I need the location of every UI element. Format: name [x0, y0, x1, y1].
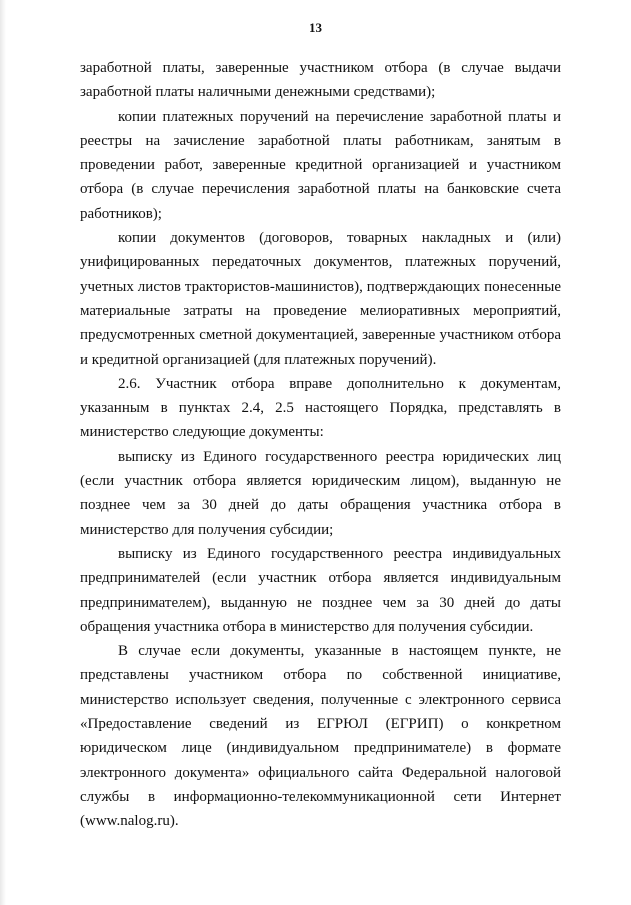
paragraph-payment-orders: копии платежных поручений на перечисление заработной платы и реестры на зачисление заработной платы работникам, занятым в проведении работ, заверенные кредитной организацией и участником отбора (в случае перечисления заработной платы на банковские счета работников);: [80, 108, 561, 222]
document-body: [80, 56, 561, 834]
paragraph-document-copies: копии документов (договоров, товарных накладных и (или) унифицированных передаточных документов, платежных поручений, учетных листов трактористов-машинистов), подтверждающих понесенные материальные затраты на проведение мелиоративных мероприятий, предусмотренных сметной документацией, заверенные участником отбора и кредитной организацией (для платежных поручений).: [80, 230, 561, 368]
paragraph-nalog-service: В случае если документы, указанные в настоящем пункте, не представлены участником отбора по собственной инициативе, министерство использует сведения, полученные с электронного сервиса «Предоставление сведений из ЕГРЮЛ (ЕГРИП) о конкретном юридическом лице (индивидуальном предпринимателе) в формате электронного документа» официального сайта Федеральной налоговой службы в информационно-телекоммуникационной сети Интернет (www.nalog.ru).: [80, 643, 561, 830]
paragraph-egrip-extract: выписку из Единого государственного реестра индивидуальных предпринимателей (если участник отбора является индивидуальным предпринимателем), выданную не позднее чем за 30 дней до даты обращения участника отбора в министерство для получения субсидии.: [80, 545, 561, 635]
paragraph-salary-cash: заработной платы, заверенные участником отбора (в случае выдачи заработной платы наличными денежными средствами);: [80, 60, 561, 101]
paragraph-egrul-extract: выписку из Единого государственного реестра юридических лиц (если участник отбора является юридическим лицом), выданную не позднее чем за 30 дней до даты обращения участника отбора в министерство для получения субсидии;: [80, 448, 561, 538]
paragraph-section-2-6: 2.6. Участник отбора вправе дополнительно к документам, указанным в пунктах 2.4, 2.5 настоящего Порядка, представлять в министерство следующие документы:: [80, 375, 561, 441]
scan-edge-shadow: [0, 0, 6, 905]
page-number: 13: [309, 20, 322, 35]
